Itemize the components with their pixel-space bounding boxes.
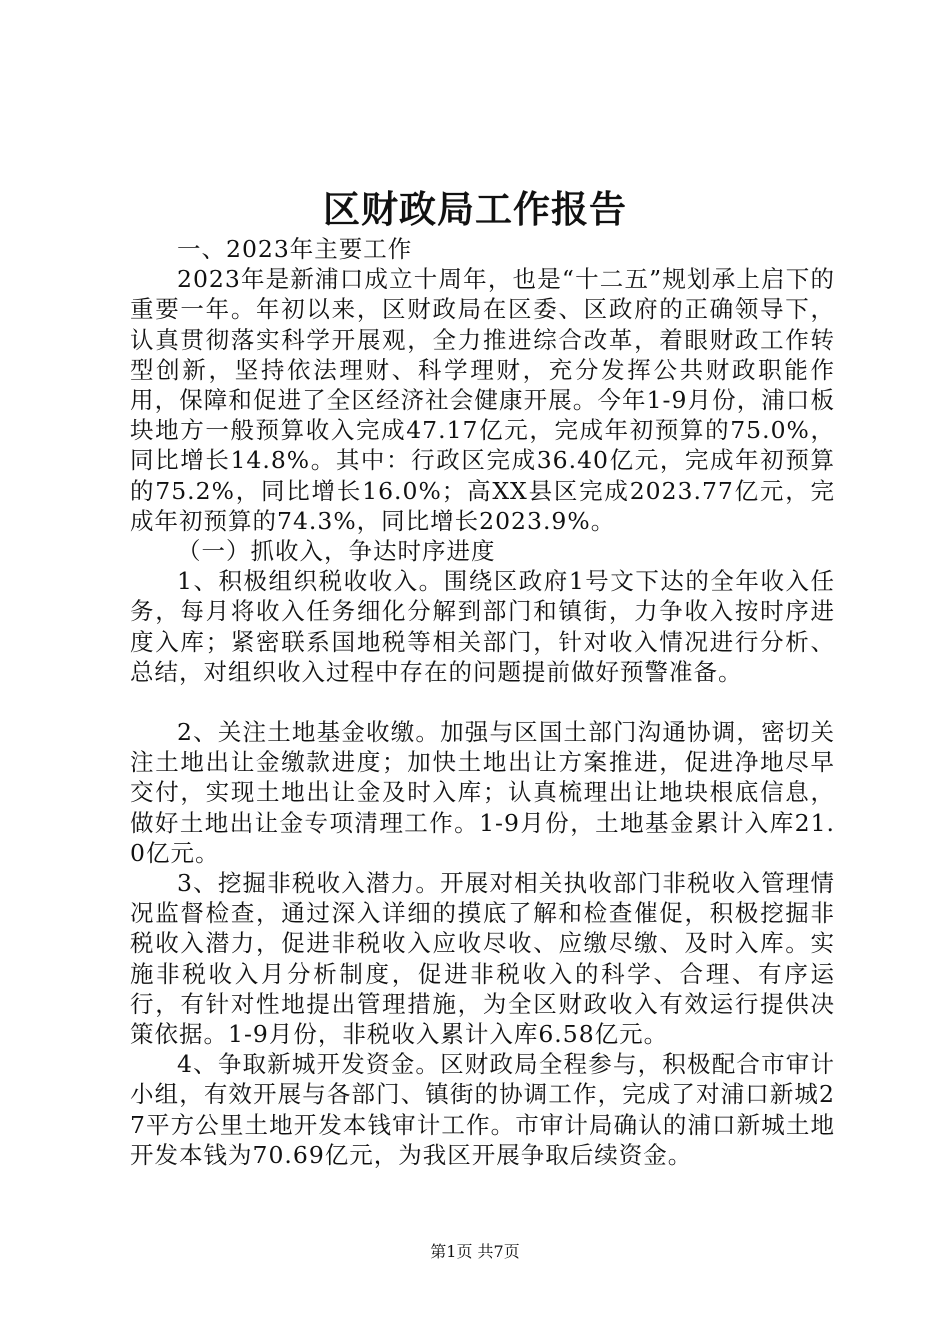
page-number-footer: 第1页 共7页 [430,1242,520,1261]
item-paragraph-1: 1、积极组织税收收入。围绕区政府1号文下达的全年收入任务，每月将收入任务细化分解到部门和镇街，力争收入按时序进度入库；紧密联系国地税等相关部门，针对收入情况进行分析、总结，对组织收入过程中存在的问题提前做好预警准备。 [130,567,835,686]
subsection-heading: （一）抓收入，争达时序进度 [177,537,496,566]
intro-paragraph: 2023年是新浦口成立十周年，也是“十二五”规划承上启下的重要一年。年初以来，区财政局在区委、区政府的正确领导下，认真贯彻落实科学开展观，全力推进综合改革，着眼财政工作转型创新，坚持依法理财、科学理财，充分发挥公共财政职能作用，保障和促进了全区经济社会健康开展。今年1-9月份，浦口板块地方一般预算收入完成47.17亿元，完成年初预算的75.0%，同比增长14.8%。其中：行政区完成36.40亿元，完成年初预算的75.2%，同比增长16.0%；高XX县区完成2023.77亿元，完成年初预算的74.3%，同比增长2023.9%。 [130,265,835,535]
paragraph-gap [130,687,835,717]
document-body [130,234,835,1170]
item-paragraph-2: 2、关注土地基金收缴。加强与区国土部门沟通协调，密切关注土地出让金缴款进度；加快土地出让方案推进，促进净地尽早交付，实现土地出让金及时入库；认真梳理出让地块根底信息，做好土地出让金专项清理工作。1-9月份，土地基金累计入库21.0亿元。 [130,718,835,867]
item-paragraph-3: 3、挖掘非税收入潜力。开展对相关执收部门非税收入管理情况监督检查，通过深入详细的摸底了解和检查催促，积极挖掘非税收入潜力，促进非税收入应收尽收、应缴尽缴、及时入库。实施非税收入月分析制度，促进非税收入的科学、合理、有序运行，有针对性地提出管理措施，为全区财政收入有效运行提供决策依据。1-9月份，非税收入累计入库6.58亿元。 [130,869,835,1049]
item-paragraph-4: 4、争取新城开发资金。区财政局全程参与，积极配合市审计小组，有效开展与各部门、镇街的协调工作，完成了对浦口新城27平方公里土地开发本钱审计工作。市审计局确认的浦口新城土地开发本钱为70.69亿元，为我区开展争取后续资金。 [130,1050,835,1169]
section-heading: 一、2023年主要工作 [177,235,413,263]
page-title: 区财政局工作报告 [323,187,627,231]
